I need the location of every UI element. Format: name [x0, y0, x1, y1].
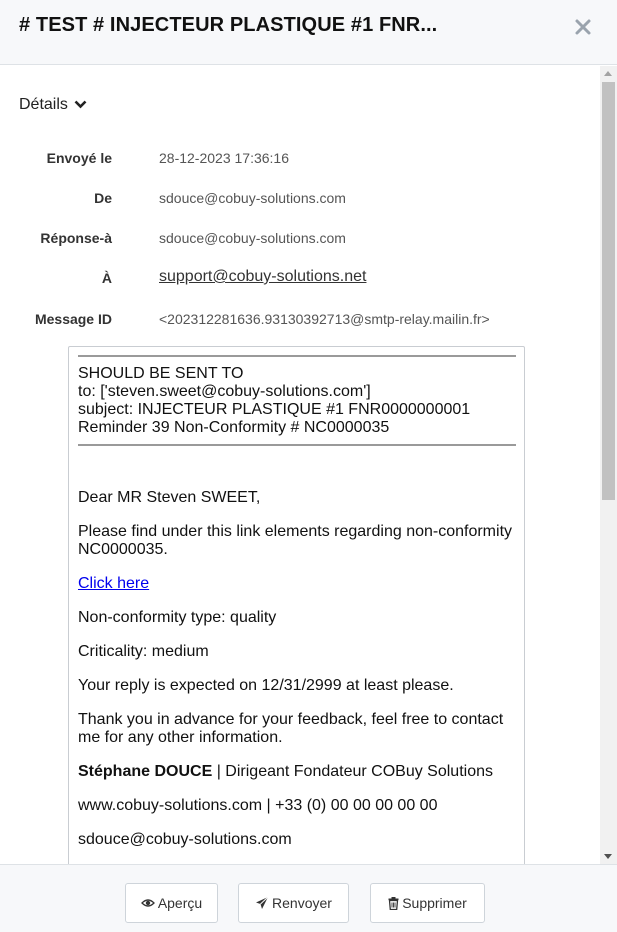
scroll-thumb[interactable]: [602, 82, 615, 500]
greeting: Dear MR Steven SWEET,: [78, 489, 261, 506]
modal-body: [0, 66, 617, 864]
notice-line: SHOULD BE SENT TO: [78, 365, 244, 382]
modal-footer: [0, 864, 617, 932]
meta-label: Réponse-à: [40, 230, 112, 246]
signature-line: [78, 763, 493, 781]
meta-value: sdouce@cobuy-solutions.com: [159, 230, 346, 246]
thanks-text: me for any other information.: [78, 729, 283, 746]
recipient-email-link[interactable]: support@cobuy-solutions.net: [159, 268, 367, 285]
meta-row-message-id: [0, 311, 590, 333]
eye-icon: [141, 898, 155, 908]
signature-name: Stéphane DOUCE: [78, 763, 213, 780]
scroll-down-arrow[interactable]: [604, 854, 612, 859]
meta-value: 28-12-2023 17:36:16: [159, 150, 289, 166]
preview-button-label: Aperçu: [157, 895, 203, 911]
meta-row-reply-to: [0, 230, 590, 252]
meta-label: Message ID: [34, 311, 112, 327]
meta-value: sdouce@cobuy-solutions.com: [159, 190, 346, 206]
reply-text: Your reply is expected on 12/31/2999 at least please.: [78, 677, 454, 694]
meta-row-to: [0, 270, 590, 292]
intro-text: Please find under this link elements regarding non-conformity: [78, 523, 513, 540]
intro-text: NC0000035.: [78, 541, 168, 558]
meta-row-from: [0, 190, 590, 212]
vertical-scrollbar[interactable]: [600, 66, 617, 864]
divider: [78, 444, 516, 446]
signature-role: | Dirigeant Fondateur COBuy Solutions: [212, 763, 493, 780]
chevron-down-icon: [74, 96, 87, 114]
details-toggle-label: Détails: [19, 96, 68, 113]
type-text: Non-conformity type: quality: [78, 609, 277, 626]
email-subject-title: # TEST # INJECTEUR PLASTIQUE #1 FNR...: [19, 14, 438, 36]
notice-line: Reminder 39 Non-Conformity # NC0000035: [78, 419, 390, 436]
details-toggle[interactable]: [19, 96, 87, 114]
signature-email: sdouce@cobuy-solutions.com: [78, 831, 292, 848]
meta-label: De: [94, 190, 112, 206]
meta-label: Envoyé le: [46, 150, 112, 166]
meta-label: À: [101, 270, 112, 286]
meta-value: <202312281636.93130392713@smtp-relay.mailin.fr>: [159, 311, 490, 327]
delete-button-label: Supprimer: [402, 895, 467, 911]
email-body-frame: [68, 346, 525, 864]
preview-button[interactable]: [125, 883, 218, 923]
notice-line: to: ['steven.sweet@cobuy-solutions.com']: [78, 383, 371, 400]
close-icon[interactable]: [573, 17, 593, 37]
divider: [78, 355, 516, 357]
meta-row-sent-date: [0, 150, 590, 172]
delete-button[interactable]: [370, 883, 485, 923]
trash-icon: [388, 897, 399, 910]
signature-contact: www.cobuy-solutions.com | +33 (0) 00 00 00 00 00: [78, 797, 438, 814]
click-here-link[interactable]: Click here: [78, 575, 150, 592]
criticality-text: Criticality: medium: [78, 643, 209, 660]
scroll-up-arrow[interactable]: [604, 71, 612, 76]
resend-button[interactable]: [238, 883, 349, 923]
thanks-text: Thank you in advance for your feedback, feel free to contact: [78, 711, 504, 728]
resend-button-label: Renvoyer: [272, 895, 332, 911]
modal-header: [0, 0, 617, 65]
notice-line: subject: INJECTEUR PLASTIQUE #1 FNR0000000001: [78, 401, 471, 418]
paper-plane-icon: [255, 896, 269, 910]
